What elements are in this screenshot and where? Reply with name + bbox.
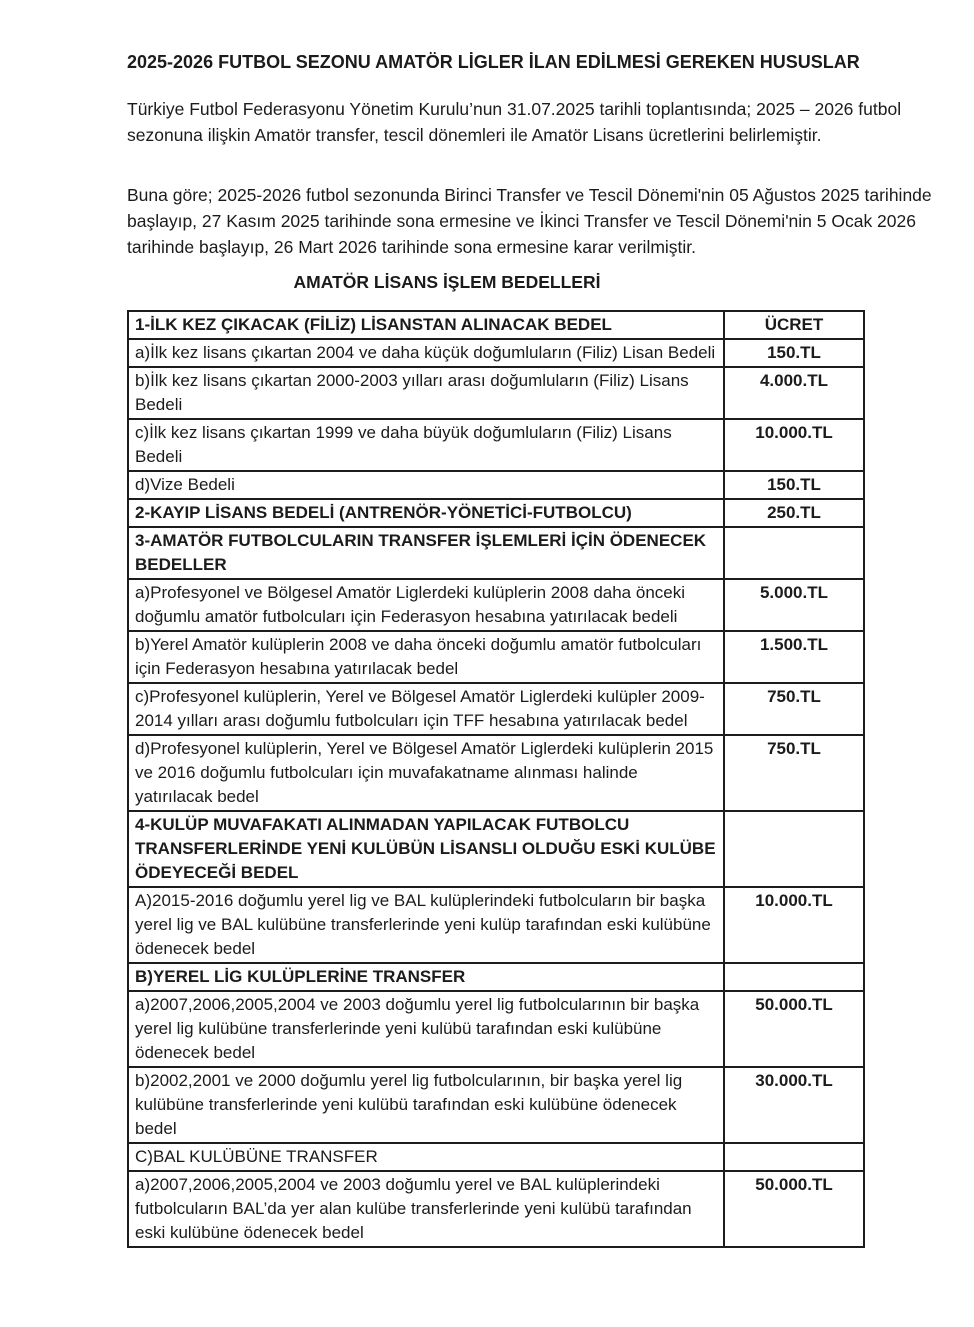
table-row: [128, 887, 864, 963]
row-label: a)Profesyonel ve Bölgesel Amatör Liglerdeki kulüplerin 2008 daha önceki doğumlu amatör futbolcuları için Federasyon hesabına yatırılacak bedeli: [128, 579, 724, 631]
table-row: [128, 735, 864, 811]
table-section-row: [128, 499, 864, 527]
row-fee: [724, 811, 864, 887]
table-section-row: [128, 811, 864, 887]
table-row: [128, 1143, 864, 1171]
table-section-row: [128, 963, 864, 991]
row-fee: 4.000.TL: [724, 367, 864, 419]
row-label: c)Profesyonel kulüplerin, Yerel ve Bölgesel Amatör Liglerdeki kulüpler 2009-2014 yılları arası doğumlu futbolcuları için TFF hesabına yatırılacak bedel: [128, 683, 724, 735]
fees-table-title: AMATÖR LİSANS İŞLEM BEDELLERİ: [293, 272, 601, 292]
table-row: [128, 991, 864, 1067]
row-label: 4-KULÜP MUVAFAKATI ALINMADAN YAPILACAK FUTBOLCU TRANSFERLERİNDE YENİ KULÜBÜN LİSANSLI OLDUĞU ESKİ KULÜBE ÖDEYECEĞİ BEDEL: [128, 811, 724, 887]
row-fee: 50.000.TL: [724, 991, 864, 1067]
table-header-fee: ÜCRET: [724, 311, 864, 339]
table-section-row: [128, 527, 864, 579]
row-fee: [724, 963, 864, 991]
row-fee: 1.500.TL: [724, 631, 864, 683]
row-fee: 750.TL: [724, 683, 864, 735]
row-fee: 150.TL: [724, 339, 864, 367]
row-fee: 10.000.TL: [724, 887, 864, 963]
row-fee: 10.000.TL: [724, 419, 864, 471]
row-fee: 50.000.TL: [724, 1171, 864, 1247]
row-fee: [724, 527, 864, 579]
row-label: 3-AMATÖR FUTBOLCULARIN TRANSFER İŞLEMLERİ İÇİN ÖDENECEK BEDELLER: [128, 527, 724, 579]
fees-table: [127, 310, 865, 1248]
row-label: d)Vize Bedeli: [128, 471, 724, 499]
row-label: a)2007,2006,2005,2004 ve 2003 doğumlu yerel ve BAL kulüplerindeki futbolcuların BAL’da yer alan kulübe transferlerinde yeni kulübü tarafından eski kulübüne ödenecek bedel: [128, 1171, 724, 1247]
row-label: B)YEREL LİG KULÜPLERİNE TRANSFER: [128, 963, 724, 991]
row-label: b)İlk kez lisans çıkartan 2000-2003 yılları arası doğumluların (Filiz) Lisans Bedeli: [128, 367, 724, 419]
document-title: 2025-2026 FUTBOL SEZONU AMATÖR LİGLER İLAN EDİLMESİ GEREKEN HUSUSLAR: [127, 52, 860, 72]
row-label: 2-KAYIP LİSANS BEDELİ (ANTRENÖR-YÖNETİCİ-FUTBOLCU): [128, 499, 724, 527]
table-row: [128, 419, 864, 471]
table-row: [128, 579, 864, 631]
row-label: c)İlk kez lisans çıkartan 1999 ve daha büyük doğumluların (Filiz) Lisans Bedeli: [128, 419, 724, 471]
row-fee: 150.TL: [724, 471, 864, 499]
table-row: [128, 367, 864, 419]
table-row: [128, 339, 864, 367]
table-row: [128, 1171, 864, 1247]
table-row: [128, 471, 864, 499]
row-fee: 5.000.TL: [724, 579, 864, 631]
table-header-row: [128, 311, 864, 339]
table-row: [128, 683, 864, 735]
row-label: C)BAL KULÜBÜNE TRANSFER: [128, 1143, 724, 1171]
row-fee: [724, 1143, 864, 1171]
table-row: [128, 1067, 864, 1143]
row-label: d)Profesyonel kulüplerin, Yerel ve Bölgesel Amatör Liglerdeki kulüplerin 2015 ve 2016 doğumlu futbolcuları için muvafakatname alınması halinde yatırılacak bedel: [128, 735, 724, 811]
row-label: a)İlk kez lisans çıkartan 2004 ve daha küçük doğumluların (Filiz) Lisan Bedeli: [128, 339, 724, 367]
row-label: A)2015-2016 doğumlu yerel lig ve BAL kulüplerindeki futbolcuların bir başka yerel lig ve BAL kulübüne transferlerinde yeni kulüp tarafından eski kulübüne ödenecek bedel: [128, 887, 724, 963]
row-fee: 30.000.TL: [724, 1067, 864, 1143]
row-label: a)2007,2006,2005,2004 ve 2003 doğumlu yerel lig futbolcularının bir başka yerel lig kulübüne transferlerinde yeni kulübü tarafından eski kulübüne ödenecek bedel: [128, 991, 724, 1067]
row-fee: 750.TL: [724, 735, 864, 811]
intro-paragraph: Türkiye Futbol Federasyonu Yönetim Kurulu’nun 31.07.2025 tarihli toplantısında; 2025 – 2026 futbol sezonuna ilişkin Amatör transfer, tescil dönemleri ile Amatör Lisans ücretlerini belirlemiştir.: [127, 99, 902, 145]
table-header-label: 1-İLK KEZ ÇIKACAK (FİLİZ) LİSANSTAN ALINACAK BEDEL: [128, 311, 724, 339]
row-label: b)Yerel Amatör kulüplerin 2008 ve daha önceki doğumlu amatör futbolcuları için Federasyon hesabına yatırılacak bedel: [128, 631, 724, 683]
row-fee: 250.TL: [724, 499, 864, 527]
transfer-periods-paragraph: Buna göre; 2025-2026 futbol sezonunda Birinci Transfer ve Tescil Dönemi'nin 05 Ağustos 2025 tarihinde başlayıp, 27 Kasım 2025 tarihinde sona ermesine ve İkinci Transfer ve Tescil Dönemi'nin 5 Ocak 2026 tarihinde başlayıp, 26 Mart 2026 tarihinde sona ermesine karar verilmiştir.: [127, 185, 932, 257]
table-row: [128, 631, 864, 683]
row-label: b)2002,2001 ve 2000 doğumlu yerel lig futbolcularının, bir başka yerel lig kulübüne transferlerinde yeni kulübü tarafından eski kulübüne ödenecek bedel: [128, 1067, 724, 1143]
